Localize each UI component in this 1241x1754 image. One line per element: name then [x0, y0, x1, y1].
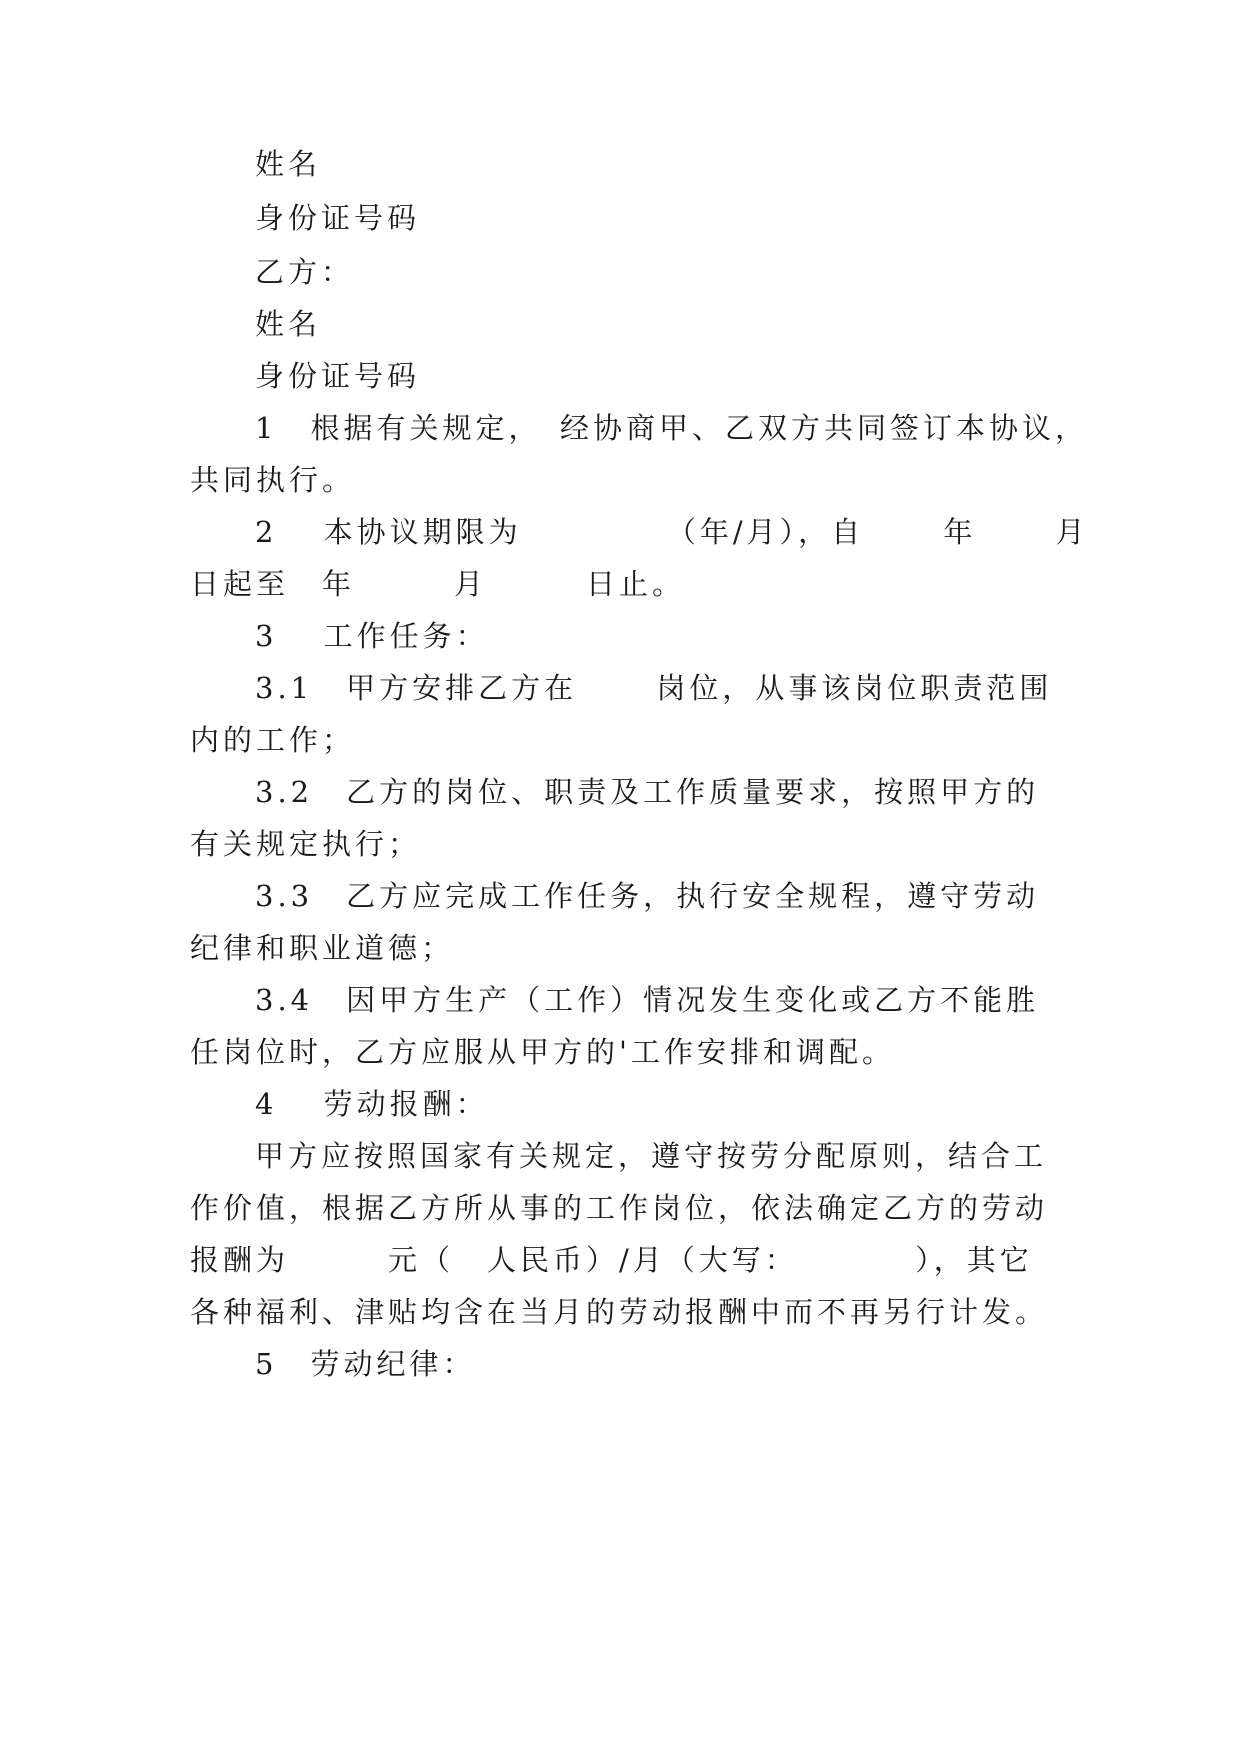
- text-line: 内的工作；: [190, 723, 356, 757]
- text-line: 1 根据有关规定， 经协商甲、乙双方共同签订本协议，: [255, 411, 1088, 445]
- text-line: 3.1 甲方安排乙方在 岗位，从事该岗位职责范围: [255, 671, 1053, 705]
- text-line: 乙方：: [255, 255, 355, 289]
- text-line: 姓名: [255, 147, 322, 181]
- text-line: 作价值，根据乙方所从事的工作岗位，依法确定乙方的劳动: [190, 1191, 1049, 1225]
- text-line: 身份证号码: [255, 201, 421, 235]
- text-line: 3.2 乙方的岗位、职责及工作质量要求，按照甲方的: [255, 775, 1040, 809]
- text-line: 身份证号码: [255, 359, 421, 393]
- text-line: 纪律和职业道德；: [190, 931, 455, 965]
- text-line: 有关规定执行；: [190, 827, 422, 861]
- text-line: 各种福利、津贴均含在当月的劳动报酬中而不再另行计发。: [190, 1295, 1049, 1329]
- text-line: 5 劳动纪律：: [255, 1347, 476, 1381]
- text-line: 3.3 乙方应完成工作任务，执行安全规程，遵守劳动: [255, 879, 1040, 913]
- text-line: 姓名: [255, 307, 322, 341]
- text-line: 3 工作任务：: [255, 619, 489, 653]
- text-line: 甲方应按照国家有关规定，遵守按劳分配原则，结合工: [255, 1139, 1048, 1173]
- text-line: 3.4 因甲方生产（工作）情况发生变化或乙方不能胜: [255, 983, 1040, 1017]
- text-line: 2 本协议期限为 （年/月），自 年 月: [255, 515, 1089, 549]
- text-line: 4 劳动报酬：: [255, 1087, 489, 1121]
- text-line: 共同执行。: [190, 463, 356, 497]
- text-line: 日起至 年 月 日止。: [190, 567, 686, 601]
- text-line: 任岗位时，乙方应服从甲方的'工作安排和调配。: [190, 1035, 895, 1069]
- text-line: 报酬为 元（ 人民币）/月（大写： ），其它: [190, 1243, 1033, 1277]
